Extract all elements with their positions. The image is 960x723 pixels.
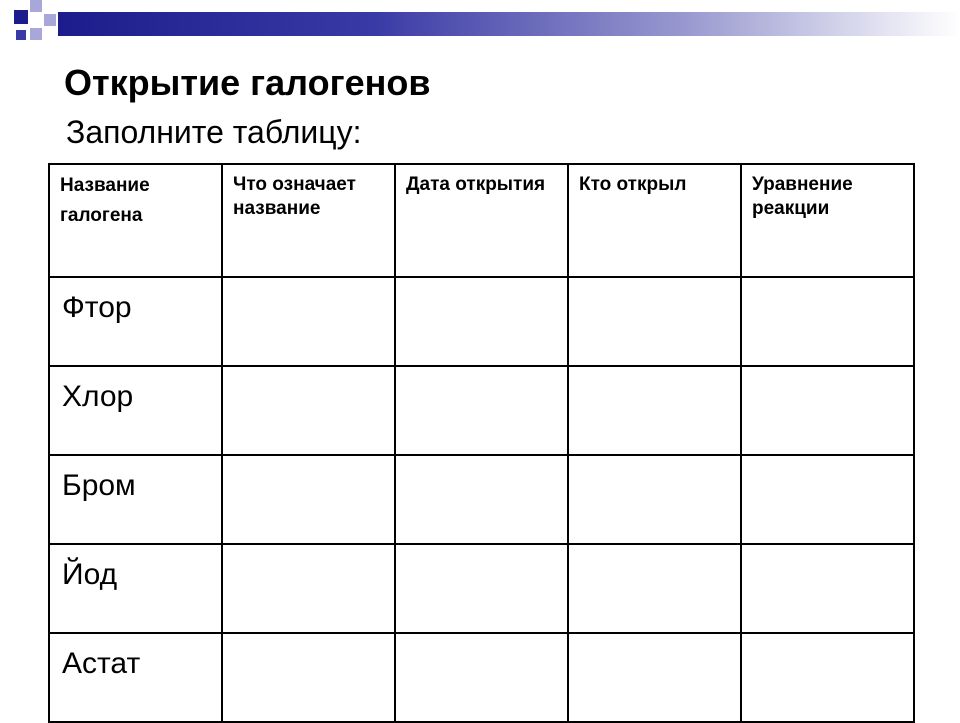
discoverer-cell[interactable] xyxy=(568,455,741,544)
table-row xyxy=(49,455,914,544)
date-cell[interactable] xyxy=(395,366,568,455)
table-row xyxy=(49,544,914,633)
header-halogen-name: Название галогена xyxy=(49,164,222,277)
equation-cell[interactable] xyxy=(741,455,914,544)
meaning-cell[interactable] xyxy=(222,455,395,544)
meaning-cell[interactable] xyxy=(222,633,395,722)
slide-subtitle: Заполните таблицу: xyxy=(66,114,362,150)
table-header-row xyxy=(49,164,914,277)
discoverer-cell[interactable] xyxy=(568,633,741,722)
equation-cell[interactable] xyxy=(741,633,914,722)
halogen-name-cell: Йод xyxy=(49,544,222,633)
slide-title: Открытие галогенов xyxy=(64,62,431,103)
table-row xyxy=(49,633,914,722)
deco-square-dark xyxy=(14,10,28,24)
meaning-cell[interactable] xyxy=(222,277,395,366)
halogen-name-cell: Бром xyxy=(49,455,222,544)
date-cell[interactable] xyxy=(395,455,568,544)
meaning-cell[interactable] xyxy=(222,544,395,633)
slide-decoration xyxy=(0,0,960,60)
discoverer-cell[interactable] xyxy=(568,277,741,366)
header-name-meaning: Что означает название xyxy=(222,164,395,277)
deco-square-light xyxy=(30,0,42,12)
header-gradient-bar xyxy=(58,12,960,36)
table-row xyxy=(49,277,914,366)
date-cell[interactable] xyxy=(395,544,568,633)
deco-square-dark xyxy=(16,30,26,40)
equation-cell[interactable] xyxy=(741,277,914,366)
equation-cell[interactable] xyxy=(741,366,914,455)
equation-cell[interactable] xyxy=(741,544,914,633)
halogen-name-cell: Хлор xyxy=(49,366,222,455)
deco-square-light xyxy=(44,14,56,26)
date-cell[interactable] xyxy=(395,277,568,366)
halogens-table xyxy=(48,163,915,723)
discoverer-cell[interactable] xyxy=(568,544,741,633)
meaning-cell[interactable] xyxy=(222,366,395,455)
deco-square-light xyxy=(30,28,42,40)
table-row xyxy=(49,366,914,455)
header-discoverer: Кто открыл xyxy=(568,164,741,277)
header-discovery-date: Дата открытия xyxy=(395,164,568,277)
discoverer-cell[interactable] xyxy=(568,366,741,455)
header-reaction-equation: Уравнение реакции xyxy=(741,164,914,277)
halogen-name-cell: Астат xyxy=(49,633,222,722)
halogen-name-cell: Фтор xyxy=(49,277,222,366)
date-cell[interactable] xyxy=(395,633,568,722)
